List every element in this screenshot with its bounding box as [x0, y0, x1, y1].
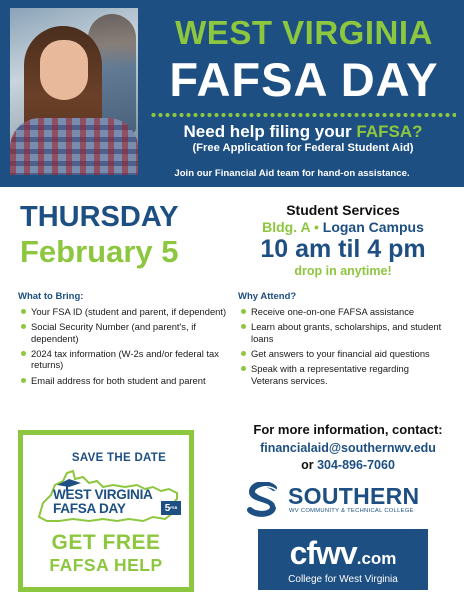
- list-item: 2024 tax information (W-2s and/or federal tax returns): [19, 348, 229, 370]
- event-day: THURSDAY: [20, 201, 179, 233]
- dotted-divider: [150, 112, 456, 118]
- southern-name: SOUTHERN: [288, 483, 420, 509]
- title-line-1: WEST VIRGINIA: [175, 14, 433, 51]
- bring-heading: What to Bring:: [18, 291, 84, 302]
- help-subheading: (Free Application for Federal Student Aid): [192, 142, 414, 154]
- cta-line-1: GET FREE: [51, 531, 161, 554]
- save-the-date-title: SAVE THE DATE: [71, 452, 167, 464]
- cfwv-name: cfwv.com: [289, 535, 397, 571]
- contact-phone-link[interactable]: 304-896-7060: [317, 458, 395, 472]
- save-the-date-box: [18, 430, 194, 592]
- event-note: drop in anytime!: [294, 264, 392, 278]
- why-heading: Why Attend?: [238, 291, 297, 302]
- contact-heading: For more information, contact:: [253, 422, 443, 437]
- southern-s-icon: [246, 482, 280, 518]
- list-item: Learn about grants, scholarships, and student loans: [239, 321, 445, 343]
- header-banner: [0, 0, 464, 187]
- cta-line-2: FAFSA HELP: [49, 555, 163, 575]
- event-date: February 5: [20, 234, 179, 269]
- date-badge: 5FEB2026: [161, 501, 181, 515]
- student-photo: [10, 8, 138, 175]
- event-time: 10 am til 4 pm: [260, 235, 426, 263]
- cfwv-tagline: College for West Virginia: [288, 574, 398, 585]
- bring-list: [19, 306, 229, 390]
- list-item: Your FSA ID (student and parent, if dependent): [19, 306, 229, 317]
- list-item: Social Security Number (and parent's, if dependent): [19, 321, 229, 343]
- list-item: Get answers to your financial aid questions: [239, 348, 445, 359]
- join-line: Join our Financial Aid team for hand-on assistance.: [174, 168, 410, 179]
- save-the-date-line-2: FAFSA DAY: [53, 501, 126, 516]
- why-list: [239, 306, 445, 390]
- cfwv-logo: [258, 529, 428, 590]
- contact-email-link[interactable]: financialaid@southernwv.edu: [260, 441, 436, 455]
- southern-logo: [246, 482, 446, 520]
- contact-phone: or 304-896-7060: [301, 458, 395, 472]
- location-title: Student Services: [286, 202, 400, 218]
- southern-subtitle: WV COMMUNITY & TECHNICAL COLLEGE: [289, 508, 414, 514]
- title-line-2: FAFSA DAY: [169, 53, 439, 106]
- location-building: Bldg. A • Logan Campus: [262, 219, 424, 235]
- help-accent: FAFSA?: [356, 122, 423, 141]
- save-the-date-line-1: WEST VIRGINIA: [53, 487, 153, 502]
- list-item: Receive one-on-one FAFSA assistance: [239, 306, 445, 317]
- list-item: Email address for both student and parent: [19, 375, 229, 386]
- help-heading: Need help filing your FAFSA?: [183, 122, 423, 141]
- list-item: Speak with a representative regarding Veterans services.: [239, 363, 445, 385]
